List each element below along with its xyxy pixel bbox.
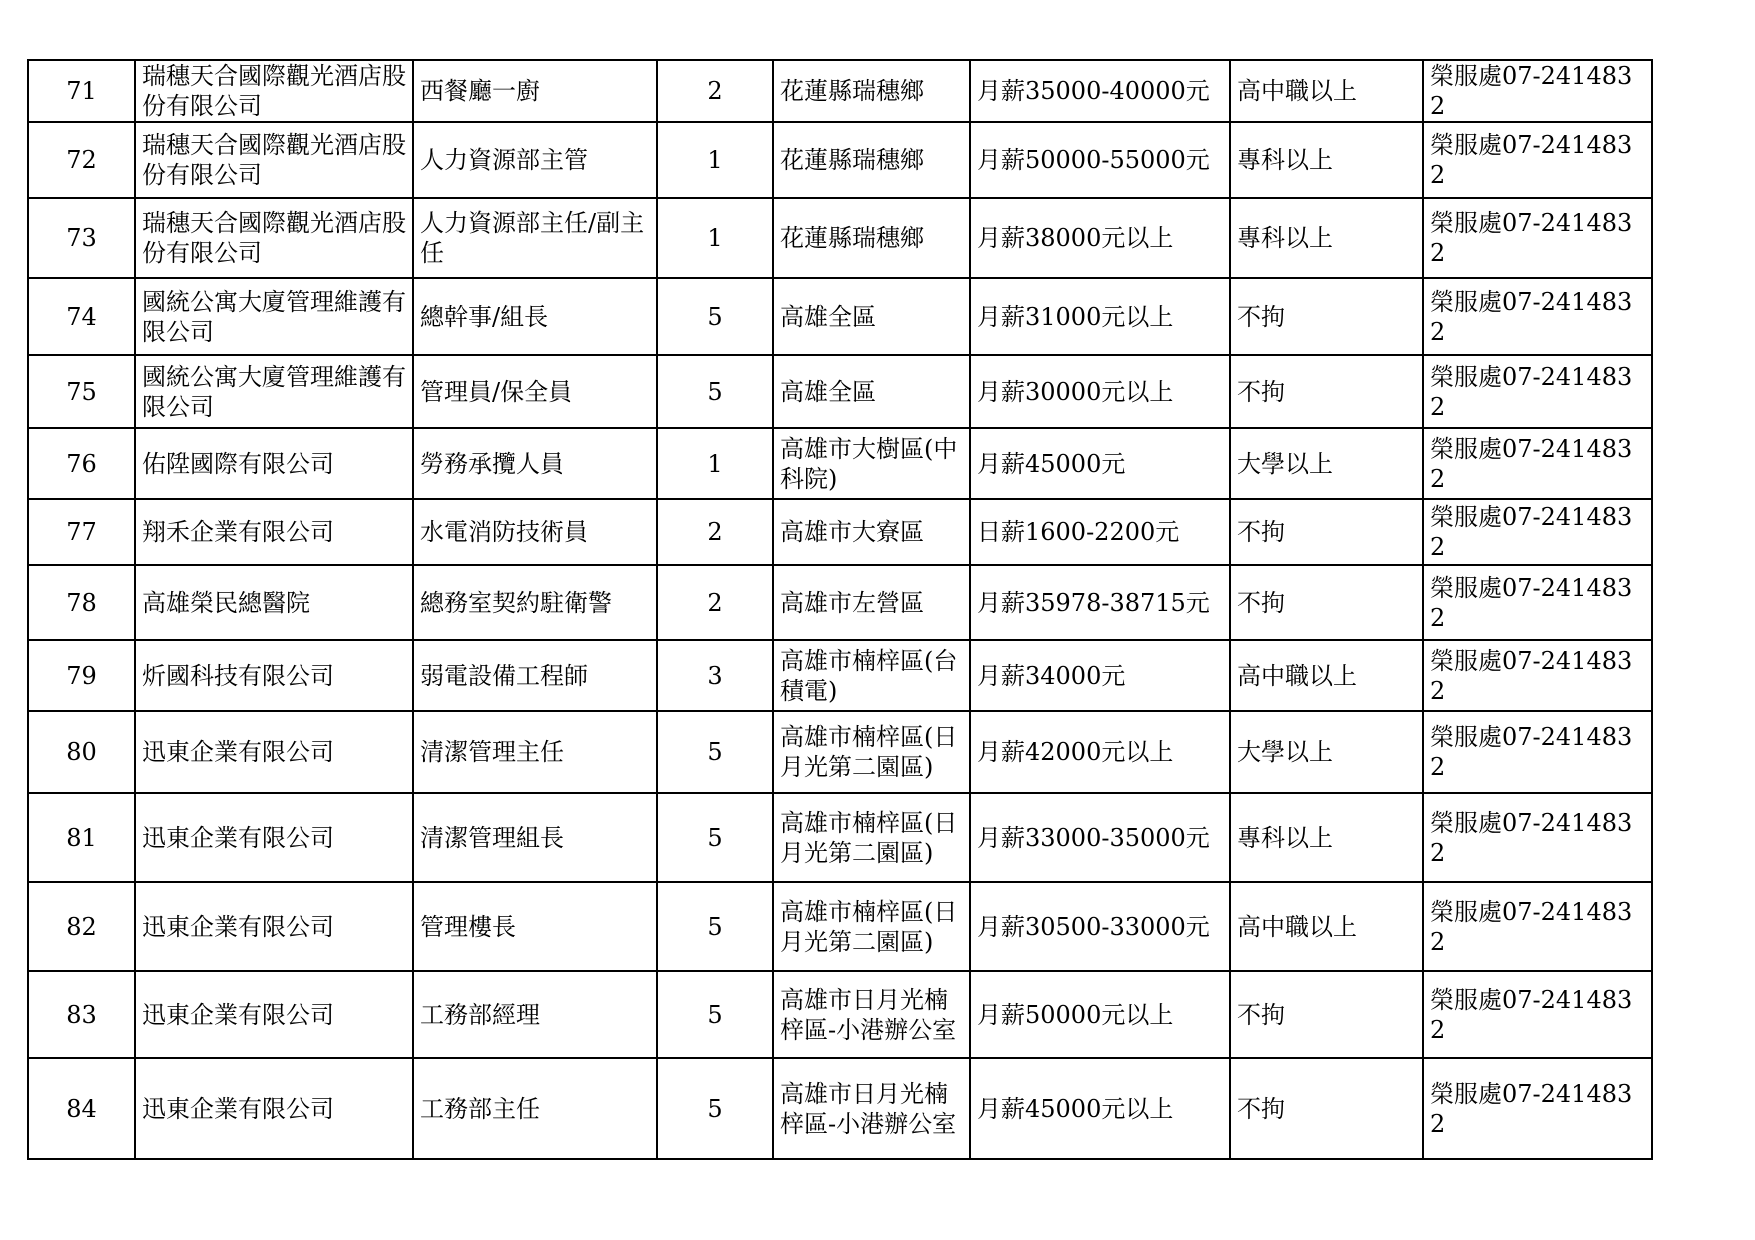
openings-count: 2 xyxy=(657,60,773,122)
row-number: 84 xyxy=(28,1058,135,1159)
row-number: 72 xyxy=(28,122,135,198)
row-number: 81 xyxy=(28,793,135,882)
openings-count: 3 xyxy=(657,640,773,711)
contact-info: 榮服處07-2414832 xyxy=(1423,198,1652,278)
work-location: 高雄全區 xyxy=(773,278,970,355)
table-row xyxy=(28,499,1652,565)
job-position: 管理樓長 xyxy=(413,882,657,971)
openings-count: 1 xyxy=(657,122,773,198)
table-row xyxy=(28,198,1652,278)
salary: 日薪1600-2200元 xyxy=(970,499,1230,565)
education-requirement: 不拘 xyxy=(1230,355,1423,428)
table-row xyxy=(28,122,1652,198)
company-name: 瑞穗天合國際觀光酒店股份有限公司 xyxy=(135,122,413,198)
openings-count: 5 xyxy=(657,793,773,882)
salary: 月薪50000元以上 xyxy=(970,971,1230,1058)
education-requirement: 不拘 xyxy=(1230,278,1423,355)
salary: 月薪30000元以上 xyxy=(970,355,1230,428)
openings-count: 5 xyxy=(657,882,773,971)
row-number: 77 xyxy=(28,499,135,565)
contact-info: 榮服處07-2414832 xyxy=(1423,640,1652,711)
contact-info: 榮服處07-2414832 xyxy=(1423,122,1652,198)
salary: 月薪42000元以上 xyxy=(970,711,1230,793)
contact-info: 榮服處07-2414832 xyxy=(1423,882,1652,971)
table-row xyxy=(28,428,1652,499)
education-requirement: 專科以上 xyxy=(1230,122,1423,198)
salary: 月薪30500-33000元 xyxy=(970,882,1230,971)
table-row xyxy=(28,278,1652,355)
job-position: 清潔管理組長 xyxy=(413,793,657,882)
company-name: 迅東企業有限公司 xyxy=(135,971,413,1058)
work-location: 高雄市楠梓區(台積電) xyxy=(773,640,970,711)
table-row xyxy=(28,1058,1652,1159)
education-requirement: 不拘 xyxy=(1230,565,1423,640)
openings-count: 5 xyxy=(657,1058,773,1159)
job-position: 管理員/保全員 xyxy=(413,355,657,428)
row-number: 83 xyxy=(28,971,135,1058)
education-requirement: 專科以上 xyxy=(1230,198,1423,278)
job-position: 人力資源部主管 xyxy=(413,122,657,198)
job-position: 工務部經理 xyxy=(413,971,657,1058)
row-number: 73 xyxy=(28,198,135,278)
job-position: 弱電設備工程師 xyxy=(413,640,657,711)
salary: 月薪35978-38715元 xyxy=(970,565,1230,640)
education-requirement: 高中職以上 xyxy=(1230,640,1423,711)
education-requirement: 大學以上 xyxy=(1230,428,1423,499)
company-name: 瑞穗天合國際觀光酒店股份有限公司 xyxy=(135,198,413,278)
education-requirement: 專科以上 xyxy=(1230,793,1423,882)
work-location: 高雄市大寮區 xyxy=(773,499,970,565)
job-position: 水電消防技術員 xyxy=(413,499,657,565)
openings-count: 5 xyxy=(657,971,773,1058)
contact-info: 榮服處07-2414832 xyxy=(1423,499,1652,565)
work-location: 高雄市楠梓區(日月光第二園區) xyxy=(773,882,970,971)
contact-info: 榮服處07-2414832 xyxy=(1423,428,1652,499)
company-name: 炘國科技有限公司 xyxy=(135,640,413,711)
row-number: 79 xyxy=(28,640,135,711)
openings-count: 2 xyxy=(657,565,773,640)
work-location: 花蓮縣瑞穗鄉 xyxy=(773,60,970,122)
salary: 月薪33000-35000元 xyxy=(970,793,1230,882)
contact-info: 榮服處07-2414832 xyxy=(1423,278,1652,355)
work-location: 花蓮縣瑞穗鄉 xyxy=(773,198,970,278)
salary: 月薪45000元以上 xyxy=(970,1058,1230,1159)
company-name: 高雄榮民總醫院 xyxy=(135,565,413,640)
company-name: 迅東企業有限公司 xyxy=(135,882,413,971)
job-position: 總務室契約駐衛警 xyxy=(413,565,657,640)
company-name: 迅東企業有限公司 xyxy=(135,1058,413,1159)
table-row xyxy=(28,882,1652,971)
job-position: 人力資源部主任/副主任 xyxy=(413,198,657,278)
job-position: 勞務承攬人員 xyxy=(413,428,657,499)
row-number: 80 xyxy=(28,711,135,793)
work-location: 高雄市左營區 xyxy=(773,565,970,640)
work-location: 高雄全區 xyxy=(773,355,970,428)
company-name: 瑞穗天合國際觀光酒店股份有限公司 xyxy=(135,60,413,122)
openings-count: 1 xyxy=(657,198,773,278)
company-name: 迅東企業有限公司 xyxy=(135,793,413,882)
row-number: 76 xyxy=(28,428,135,499)
contact-info: 榮服處07-2414832 xyxy=(1423,793,1652,882)
table-row xyxy=(28,793,1652,882)
table-row xyxy=(28,355,1652,428)
table-row xyxy=(28,565,1652,640)
row-number: 74 xyxy=(28,278,135,355)
row-number: 82 xyxy=(28,882,135,971)
contact-info: 榮服處07-2414832 xyxy=(1423,711,1652,793)
work-location: 高雄市日月光楠梓區-小港辦公室 xyxy=(773,971,970,1058)
education-requirement: 不拘 xyxy=(1230,1058,1423,1159)
row-number: 71 xyxy=(28,60,135,122)
job-position: 總幹事/組長 xyxy=(413,278,657,355)
work-location: 高雄市楠梓區(日月光第二園區) xyxy=(773,793,970,882)
contact-info: 榮服處07-2414832 xyxy=(1423,355,1652,428)
work-location: 高雄市日月光楠梓區-小港辦公室 xyxy=(773,1058,970,1159)
company-name: 翔禾企業有限公司 xyxy=(135,499,413,565)
education-requirement: 不拘 xyxy=(1230,971,1423,1058)
salary: 月薪35000-40000元 xyxy=(970,60,1230,122)
openings-count: 5 xyxy=(657,355,773,428)
openings-count: 1 xyxy=(657,428,773,499)
table-row xyxy=(28,971,1652,1058)
job-listing-table xyxy=(27,59,1653,1160)
salary: 月薪38000元以上 xyxy=(970,198,1230,278)
contact-info: 榮服處07-2414832 xyxy=(1423,971,1652,1058)
openings-count: 5 xyxy=(657,278,773,355)
job-position: 西餐廳一廚 xyxy=(413,60,657,122)
work-location: 花蓮縣瑞穗鄉 xyxy=(773,122,970,198)
company-name: 國統公寓大廈管理維護有限公司 xyxy=(135,278,413,355)
table-row xyxy=(28,640,1652,711)
row-number: 75 xyxy=(28,355,135,428)
contact-info: 榮服處07-2414832 xyxy=(1423,565,1652,640)
row-number: 78 xyxy=(28,565,135,640)
work-location: 高雄市大樹區(中科院) xyxy=(773,428,970,499)
salary: 月薪31000元以上 xyxy=(970,278,1230,355)
table-row xyxy=(28,711,1652,793)
salary: 月薪45000元 xyxy=(970,428,1230,499)
openings-count: 5 xyxy=(657,711,773,793)
salary: 月薪50000-55000元 xyxy=(970,122,1230,198)
job-position: 清潔管理主任 xyxy=(413,711,657,793)
contact-info: 榮服處07-2414832 xyxy=(1423,60,1652,122)
company-name: 迅東企業有限公司 xyxy=(135,711,413,793)
education-requirement: 高中職以上 xyxy=(1230,882,1423,971)
work-location: 高雄市楠梓區(日月光第二園區) xyxy=(773,711,970,793)
education-requirement: 大學以上 xyxy=(1230,711,1423,793)
company-name: 佑陞國際有限公司 xyxy=(135,428,413,499)
job-position: 工務部主任 xyxy=(413,1058,657,1159)
openings-count: 2 xyxy=(657,499,773,565)
salary: 月薪34000元 xyxy=(970,640,1230,711)
education-requirement: 不拘 xyxy=(1230,499,1423,565)
education-requirement: 高中職以上 xyxy=(1230,60,1423,122)
contact-info: 榮服處07-2414832 xyxy=(1423,1058,1652,1159)
table-row xyxy=(28,60,1652,122)
company-name: 國統公寓大廈管理維護有限公司 xyxy=(135,355,413,428)
